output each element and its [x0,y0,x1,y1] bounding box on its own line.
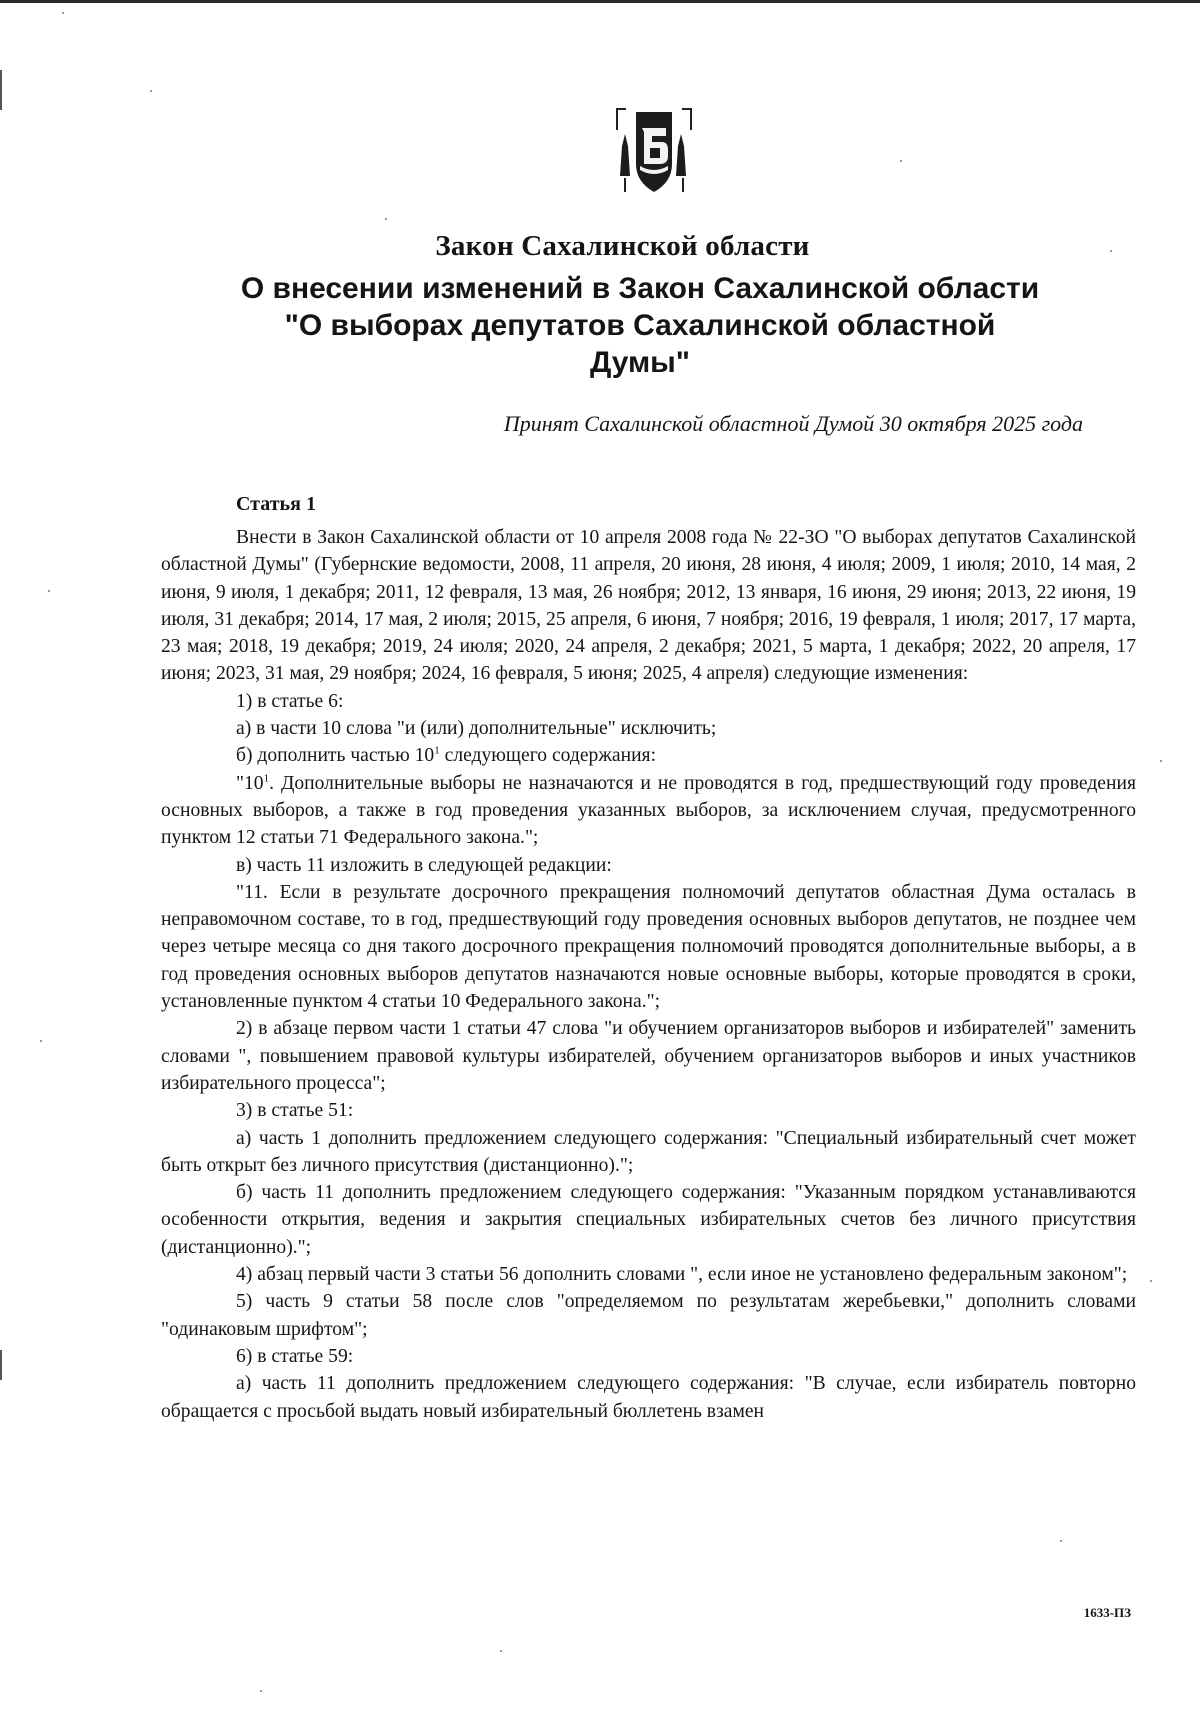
item-6: 6) в статье 59: [236,1345,354,1367]
adoption-date: Принят Сахалинской областной Думой 30 октября 2025 года [503,411,1083,436]
item-1c: в) часть 11 изложить в следующей редакции: [236,854,612,876]
item-2: 2) в абзаце первом части 1 статьи 47 слова "и обучением организаторов выборов и избирателей" заменить словами ", повышением правовой культуры избирателей, обучением организаторов выборов и иных участников избирательного процесса"; [161,1018,1136,1094]
scan-speck [150,90,152,92]
item-5: 5) часть 9 статьи 58 после слов "определяемом по результатам жеребьевки," дополнить словами "одинаковым шрифтом"; [161,1291,1136,1340]
item-1b [161,742,1136,769]
superscript: 1 [263,772,270,785]
item-3b: б) часть 11 дополнить предложением следующего содержания: "Указанным порядком устанавливаются особенности открытия, ведения и закрытия специальных избирательных счетов без личного присутствия (дистанционно)."; [161,1182,1136,1258]
item-1a: а) в части 10 слова "и (или) дополнительные" исключить; [236,718,717,740]
scan-speck [385,218,387,220]
article-body [161,524,1136,1425]
scan-artifact [0,70,2,110]
scan-speck [48,590,50,592]
item-1b-text: б) дополнить частью 10 [236,745,435,767]
article-intro: Внести в Закон Сахалинской области от 10 апреля 2008 года № 22-ЗО "О выборах депутатов Сахалинской областной Думы" (Губернские ведомости, 2008, 11 апреля, 20 июня, 28 июня, 4 июля; 2009, 1 июля; 2010, 14 мая, 2 июня, 9 июля, 1 декабря; 2011, 12 февраля, 13 мая, 26 ноября; 2012, 13 января, 16 июня, 29 июня; 2013, 22 июня, 19 июля, 31 декабря; 2014, 17 мая, 2 июля; 2015, 25 апреля, 6 июня, 7 ноября; 2016, 19 февраля, 1 июля; 2017, 17 марта, 23 мая; 2018, 19 декабря; 2019, 24 июля; 2020, 24 апреля, 2 декабря; 2021, 5 марта, 1 декабря; 2022, 20 апреля, 17 июня; 2023, 31 мая, 29 ноября; 2024, 16 февраля, 5 июня; 2025, 4 апреля) следующие изменения: [161,527,1136,685]
coat-of-arms-icon [612,106,696,196]
scan-speck [40,1040,42,1042]
scan-speck [1110,250,1112,252]
item-1b-quote [161,770,1136,852]
scan-speck [1150,1280,1152,1282]
item-1: 1) в статье 6: [236,690,344,712]
article-heading: Статья 1 [236,493,316,515]
scan-speck [900,160,902,162]
superscript: 1 [434,744,440,757]
law-title: Закон Сахалинской области [435,230,810,262]
scan-speck [1060,1540,1062,1542]
item-1b-text-end: следующего содержания: [439,745,657,767]
document-code: 1633-ПЗ [1083,1605,1131,1620]
scan-speck [62,12,64,14]
item-4: 4) абзац первый части 3 статьи 56 дополнить словами ", если иное не установлено федеральным законом"; [236,1264,1128,1286]
quote-start: "10 [236,772,264,794]
law-subtitle: О внесении изменений в Закон Сахалинской области "О выборах депутатов Сахалинской областной Думы" [240,272,1040,379]
item-3a: а) часть 1 дополнить предложением следующего содержания: "Специальный избирательный счет может быть открыт без личного присутствия (дистанционно)."; [161,1127,1136,1176]
item-1c-quote: "11. Если в результате досрочного прекращения полномочий депутатов областная Дума осталась в неправомочном составе, то в год, предшествующий году проведения основных выборов депутатов, не позднее чем через четыре месяца со дня такого досрочного прекращения полномочий проводятся дополнительные выборы, а в год проведения основных выборов депутатов назначаются новые основные выборы, которые проводятся в сроки, установленные пунктом 4 статьи 10 Федерального закона."; [161,881,1136,1013]
scan-speck [260,1690,262,1692]
scan-artifact [0,1350,2,1380]
item-3: 3) в статье 51: [236,1100,354,1122]
item-6a: а) часть 11 дополнить предложением следующего содержания: "В случае, если избиратель повторно обращается с просьбой выдать новый избирательный бюллетень взамен [161,1373,1136,1422]
scan-speck [1160,760,1162,762]
scan-speck [500,1650,502,1652]
quote-text: . Дополнительные выборы не назначаются и не проводятся в год, предшествующий году проведения основных выборов, а также в год проведения указанных выборов, за исключением случая, предусмотренного пунктом 12 статьи 71 Федерального закона."; [161,772,1136,849]
scan-border [0,0,1200,3]
